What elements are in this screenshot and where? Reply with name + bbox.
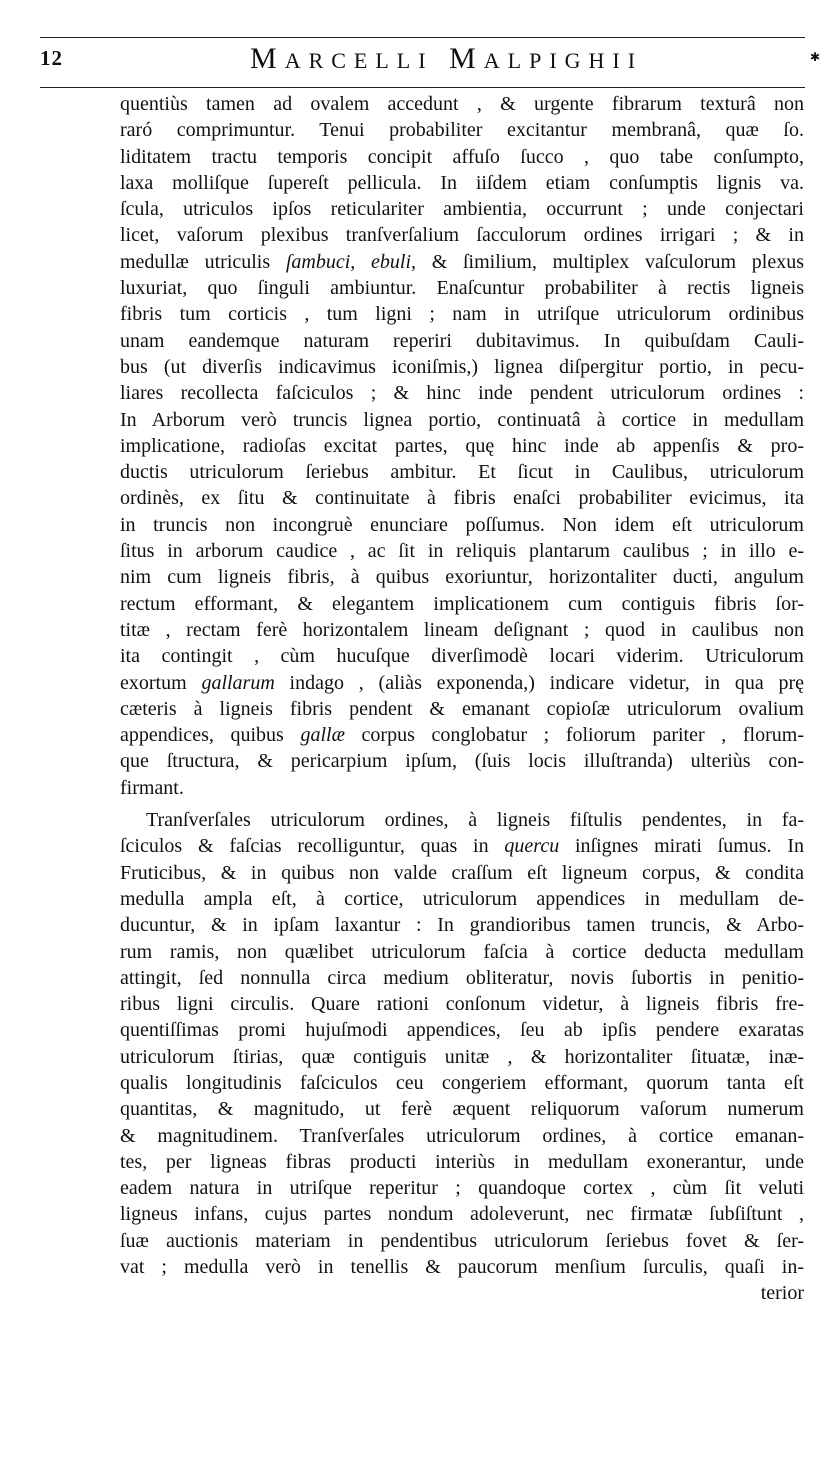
text-line: ſitus in arborum caudice , ac ſit in reliquis plantarum caulibus ; in illo e-: [120, 540, 804, 563]
catchword: terior: [760, 1282, 804, 1305]
text-line: medulla ampla eſt, à cortice, utriculorum appendices in medullam de-: [120, 887, 804, 910]
text-line: ſuæ auctionis materiam in pendentibus utriculorum ſeriebus fovet & ſer-: [120, 1229, 804, 1252]
text-line: appendices, quibus gallæ corpus conglobatur ; foliorum pariter , florum-: [120, 724, 804, 747]
text-line: liares recollecta faſciculos ; & hinc inde pendent utriculorum ordines :: [120, 382, 804, 405]
text-line: ordinès, ex ſitu & continuitate à fibris enaſci probabiliter evicimus, ita: [120, 487, 804, 510]
text-line: exortum gallarum indago , (aliàs exponenda,) indicare videtur, in qua prę: [120, 671, 805, 694]
page-number: 12: [40, 46, 63, 70]
text-line: vat ; medulla verò in tenellis & paucorum menſium ſurculis, quaſi in-: [120, 1256, 804, 1279]
text-line: unam eandemque naturam reperiri dubitavimus. In quibuſdam Cauli-: [120, 329, 804, 352]
text-line: rectum efformant, & elegantem implicationem cum contiguis fibris ſor-: [120, 592, 804, 615]
ornament-mark: ✱: [810, 50, 821, 64]
text-line: ducuntur, & in ipſam laxantur : In grandioribus tamen truncis, & Arbo-: [120, 914, 804, 937]
text-line: nim cum ligneis fibris, à quibus exoriuntur, horizontaliter ducti, angulum: [120, 566, 804, 589]
text-line: licet, vaſorum plexibus tranſverſalium ſacculorum ordines irrigari ; & in: [120, 224, 804, 247]
text-line: implicatione, radioſas excitat partes, quę hinc inde ab appenſis & pro-: [120, 434, 804, 457]
running-head-initial-2: M: [449, 42, 484, 75]
text-line: luxuriat, quo ſinguli ambiuntur. Enaſcuntur probabiliter à rectis ligneis: [120, 277, 804, 300]
text-line: & magnitudinem. Tranſverſales utriculorum ordines, à cortice emanan-: [120, 1124, 804, 1147]
running-head-initial-1: M: [250, 42, 285, 75]
text-line: ductis utriculorum ſeriebus ambitur. Et ſicut in Caulibus, utriculorum: [120, 461, 804, 484]
text-line: in truncis non incongruè enunciare poſſumus. Non idem eſt utriculorum: [120, 513, 804, 536]
text-line: cæteris à ligneis fibris pendent & emanant copioſæ utriculorum ovalium: [120, 697, 804, 720]
text-line: que ſtructura, & pericarpium ipſum, (ſuis locis illuſtranda) ulteriùs con-: [120, 750, 804, 773]
paragraph-1: [120, 91, 804, 801]
text-line: eadem natura in utriſque reperitur ; quandoque cortex , cùm ſit veluti: [120, 1177, 804, 1200]
header-rule-bottom: [40, 87, 805, 88]
text-line: quentiſſimas promi hujuſmodi appendices, ſeu ab ipſis pendere exaratas: [120, 1019, 804, 1042]
text-line: attingit, ſed nonnulla circa medium obliteratur, novis ſubortis in penitio-: [120, 966, 804, 989]
text-line: fibris tum corticis , tum ligni ; nam in utriſque utriculorum ordinibus: [120, 303, 804, 326]
text-line: raró comprimuntur. Tenui probabiliter excitantur membranâ, quæ ſo.: [120, 119, 804, 142]
text-line: ita contingit , cùm hucuſque diverſimodè locari viderim. Utriculorum: [120, 645, 804, 668]
text-line: firmant.: [120, 776, 184, 799]
text-line: quentiùs tamen ad ovalem accedunt , & urgente fibrarum texturâ non: [120, 93, 804, 115]
text-line: medullæ utriculis ſambuci, ebuli, & ſimilium, multiplex vaſculorum plexus: [120, 250, 804, 273]
text-line: laxa molliſque ſupereſt pellicula. In iiſdem etiam conſumptis lignis va.: [120, 171, 804, 194]
paragraph-2: [120, 807, 804, 1280]
text-line: tes, per ligneas fibras producti interiùs in medullam exonerantur, unde: [120, 1150, 804, 1173]
text-line: ligneus infans, cujus partes nondum adoleverunt, nec firmatæ ſubſiſtunt ,: [120, 1203, 804, 1226]
text-line: rum ramis, non quælibet utriculorum faſcia à cortice deducta medullam: [120, 940, 804, 963]
text-line: In Arborum verò truncis lignea portio, continuatâ à cortice in medullam: [120, 408, 804, 431]
running-head: [250, 42, 643, 76]
running-head-word-2: ALPIGHII: [483, 48, 644, 73]
text-line: Tranſverſales utriculorum ordines, à ligneis fiſtulis pendentes, in fa-: [146, 809, 804, 832]
text-line: titæ , rectam ferè horizontalem lineam deſignant ; quod in caulibus non: [120, 618, 804, 641]
text-line: bus (ut diverſis indicavimus iconiſmis,) lignea diſpergitur portio, in pecu-: [120, 355, 804, 378]
text-line: quantitas, & magnitudo, ut ferè æquent reliquorum vaſorum numerum: [120, 1098, 804, 1121]
text-line: ribus ligni circulis. Quare rationi conſonum videtur, à ligneis fibris fre-: [120, 993, 804, 1016]
body-text: [120, 91, 804, 1307]
header-rule-top: [40, 37, 805, 38]
text-line: liditatem tractu temporis concipit affuſo ſucco , quo tabe conſumpto,: [120, 145, 804, 168]
text-line: ſcula, utriculos ipſos reticulariter ambientia, occurrunt ; unde conjectari: [120, 198, 804, 221]
text-line: ſciculos & faſcias recolliguntur, quas in quercu inſignes mirati ſumus. In: [120, 835, 805, 858]
running-head-word-1: ARCELLI: [284, 48, 434, 73]
text-line: utriculorum ſtirias, quæ contiguis unitæ , & horizontaliter ſituatæ, inæ-: [120, 1045, 804, 1068]
text-line: Fruticibus, & in quibus non valde craſſum eſt ligneum corpus, & condita: [120, 861, 804, 884]
text-line: qualis longitudinis faſciculos ceu congeriem efformant, quorum tanta eſt: [120, 1071, 804, 1094]
